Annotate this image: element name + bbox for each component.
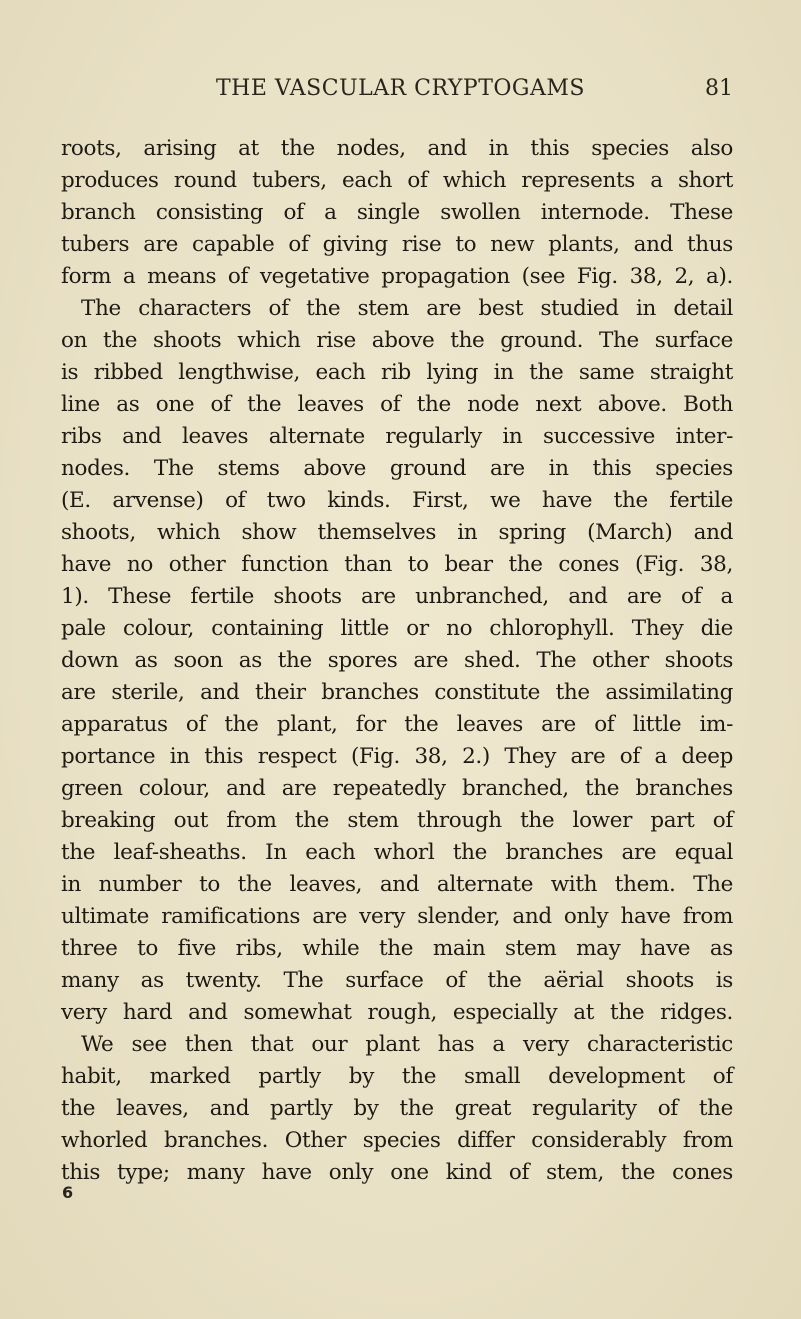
running-head: [0, 74, 801, 104]
text-line: roots, arising at the nodes, and in this species also: [61, 136, 733, 161]
running-title: THE VASCULAR CRYPTOGAMS: [215, 76, 585, 101]
text-line: portance in this respect (Fig. 38, 2.) They are of a deep: [61, 744, 733, 769]
text-line: form a means of vegetative propagation (see Fig. 38, 2, a).: [61, 264, 733, 289]
text-line: 1). These fertile shoots are unbranched, and are of a: [61, 584, 733, 609]
text-line: whorled branches. Other species differ considerably from: [61, 1128, 733, 1153]
text-line: green colour, and are repeatedly branched, the branches: [61, 776, 733, 801]
text-line: habit, marked partly by the small development of: [61, 1064, 733, 1089]
page-number: 81: [705, 76, 733, 101]
text-line: three to five ribs, while the main stem may have as: [61, 936, 733, 961]
text-line: down as soon as the spores are shed. The other shoots: [61, 648, 733, 673]
text-line: line as one of the leaves of the node next above. Both: [61, 392, 733, 417]
text-line: in number to the leaves, and alternate with them. The: [61, 872, 733, 897]
text-line: We see then that our plant has a very characteristic: [81, 1032, 733, 1057]
text-line: nodes. The stems above ground are in this species: [61, 456, 733, 481]
text-line: have no other function than to bear the cones (Fig. 38,: [61, 552, 733, 577]
text-line: this type; many have only one kind of stem, the cones: [61, 1160, 733, 1185]
text-line: breaking out from the stem through the lower part of: [61, 808, 733, 833]
text-line: ribs and leaves alternate regularly in successive inter-: [61, 424, 733, 449]
text-line: branch consisting of a single swollen internode. These: [61, 200, 733, 225]
text-line: pale colour, containing little or no chlorophyll. They die: [61, 616, 733, 641]
text-line: tubers are capable of giving rise to new plants, and thus: [61, 232, 733, 257]
text-line: shoots, which show themselves in spring (March) and: [61, 520, 733, 545]
text-line: the leaves, and partly by the great regularity of the: [61, 1096, 733, 1121]
text-line: are sterile, and their branches constitute the assimilating: [61, 680, 733, 705]
text-line: The characters of the stem are best studied in detail: [81, 296, 733, 321]
text-line: ultimate ramifications are very slender, and only have from: [61, 904, 733, 929]
text-line: produces round tubers, each of which represents a short: [61, 168, 733, 193]
text-line: is ribbed lengthwise, each rib lying in the same straight: [61, 360, 733, 385]
text-line: the leaf-sheaths. In each whorl the branches are equal: [61, 840, 733, 865]
text-line: many as twenty. The surface of the aërial shoots is: [61, 968, 733, 993]
text-line: apparatus of the plant, for the leaves are of little im-: [61, 712, 733, 737]
text-line: on the shoots which rise above the ground. The surface: [61, 328, 733, 353]
body-text: [61, 133, 733, 1189]
text-line: (E. arvense) of two kinds. First, we have the fertile: [61, 488, 733, 513]
signature-mark: 6: [62, 1183, 74, 1202]
text-line: very hard and somewhat rough, especially at the ridges.: [61, 1000, 733, 1025]
